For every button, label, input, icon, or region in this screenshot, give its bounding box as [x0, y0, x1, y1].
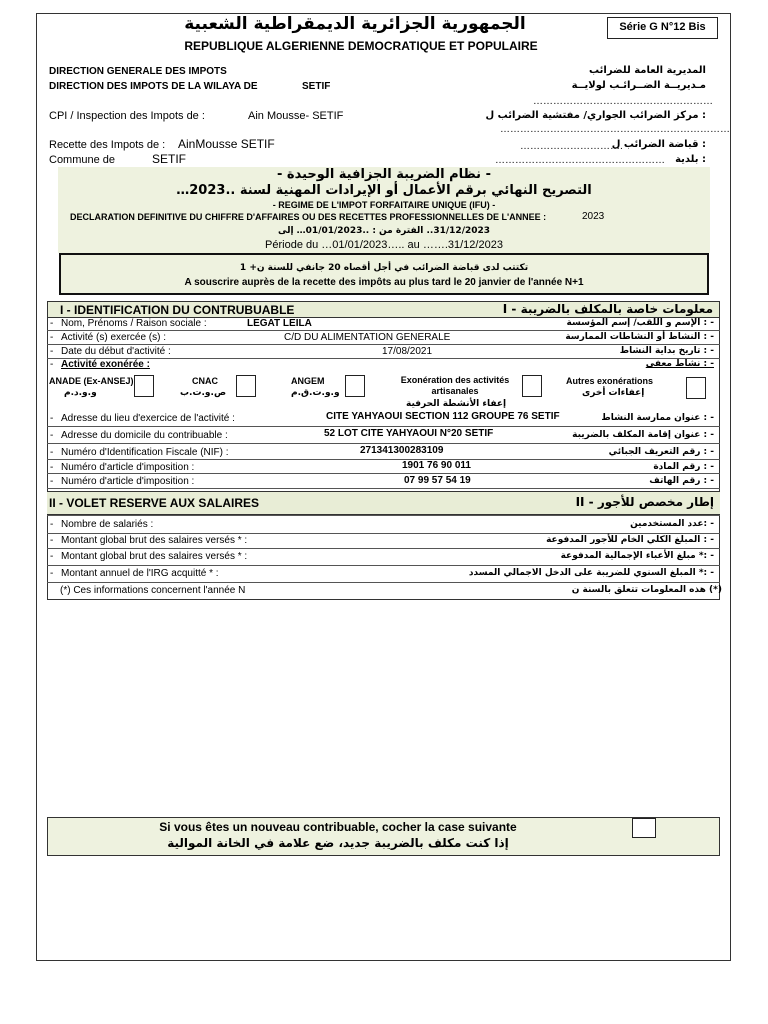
deadline-fr: A souscrire auprès de la recette des impôts au plus tard le 20 janvier de l'année N+1	[184, 277, 584, 288]
anade-label: ANADE (Ex-ANSEJ)	[49, 376, 134, 386]
irg-label-ar: - :* المبلغ السنوي للضريبة على الدخل الاجمالي المسدد	[468, 568, 714, 578]
table-row	[47, 460, 720, 474]
start-date-value: 17/08/2021	[382, 346, 433, 357]
workplace-address-label-ar: - : عنوان ممارسة النشاط	[601, 413, 714, 423]
recette-value: AinMousse SETIF	[178, 137, 275, 151]
table-row	[47, 427, 720, 444]
regime-title-ar: - نظام الضريبة الجزافية الوحيدة -	[277, 167, 491, 182]
other-exo-label: Autres exonérations	[566, 376, 654, 386]
nif-label-ar: - : رقم التعريف الجبائي	[608, 447, 714, 457]
row-dash: -	[50, 359, 54, 370]
new-taxpayer-box	[47, 817, 720, 856]
table-row	[47, 566, 720, 583]
employees-label-ar: - :عدد المستخدمين	[630, 519, 714, 529]
employees-label: Nombre de salariés :	[61, 519, 154, 530]
commune-value: SETIF	[152, 152, 187, 166]
cnac-label: CNAC	[192, 376, 218, 386]
section2-title-ar: II - إطار مخصص للأجور	[575, 495, 714, 509]
home-address-label: Adresse du domicile du contribuable :	[61, 430, 228, 441]
republic-title-ar: الجمهورية الجزائرية الديمقراطية الشعبية	[184, 14, 526, 34]
dots-line: ………………………………………………	[533, 96, 713, 107]
note-ar: (*) هذه المعلومات تتعلق بالسنة ن	[571, 585, 722, 595]
cpi-label: CPI / Inspection des Impots de :	[49, 110, 205, 122]
note-fr: (*) Ces informations concernent l'année N	[60, 585, 246, 596]
artisanal-label: Exonération des activités artisanales	[400, 375, 510, 396]
workplace-address-value: CITE YAHYAOUI SECTION 112 GROUPE 76 SETIF	[326, 411, 560, 422]
dw-label: DIRECTION DES IMPOTS DE LA WILAYA DE	[49, 81, 258, 92]
row-dash: -	[50, 519, 54, 530]
row-dash: -	[50, 346, 54, 357]
angem-label: ANGEM	[291, 376, 325, 386]
row-dash: -	[50, 551, 54, 562]
start-date-label: Date du début d'activité :	[61, 346, 171, 357]
republic-title-fr: REPUBLIQUE ALGERIENNE DEMOCRATIQUE ET POPULAIRE	[184, 39, 538, 53]
period-ar: 31/12/2023.. الفترة من : ..01/01/2023… إلى	[277, 226, 491, 236]
exempt-label-ar: - : نشاط معفى	[645, 359, 714, 369]
dots-line: ……………………………………………………………	[500, 124, 730, 135]
declaration-title-fr: DECLARATION DEFINITIVE DU CHIFFRE D'AFFAIRES OU DES RECETTES PROFESSIONNELLES DE L'ANNEE :	[70, 212, 547, 222]
row-dash: -	[50, 568, 54, 579]
row-dash: -	[50, 413, 54, 424]
start-date-label-ar: - : تاريخ بداية النشاط	[619, 346, 714, 356]
row-dash: -	[50, 476, 54, 487]
anade-label-ar: و.و.د.م	[64, 388, 97, 398]
nif-value: 271341300283109	[360, 445, 444, 456]
activity-label-ar: - : النشاط أو النشاطات الممارسة	[565, 332, 714, 342]
other-exo-label-ar: إعفاءات أخرى	[582, 388, 645, 398]
name-value: LEGAT LEILA	[247, 318, 312, 329]
table-row	[47, 549, 720, 566]
dg-label-ar: المديرية العامة للضرائب	[589, 65, 706, 76]
recette-dots: ………………………….	[520, 141, 623, 152]
activity-label: Activité (s) exercée (s) :	[61, 332, 167, 343]
section2-title-fr: II - VOLET RESERVE AUX SALAIRES	[49, 496, 260, 510]
cpi-label-ar: : مركز الضرائب الجواري/ مفتشية الضرائب ل	[485, 110, 706, 121]
phone-label: Numéro d'article d'imposition :	[61, 476, 195, 487]
table-row	[47, 515, 720, 534]
row-dash: -	[50, 462, 54, 473]
table-row	[47, 534, 720, 549]
cnac-checkbox[interactable]	[236, 375, 256, 397]
row-dash: -	[50, 447, 54, 458]
activity-value: C/D DU ALIMENTATION GENERALE	[284, 332, 451, 343]
angem-label-ar: و.و.ت.ق.م	[291, 388, 340, 398]
row-dash: -	[50, 318, 54, 329]
table-row	[47, 331, 720, 345]
workplace-address-label: Adresse du lieu d'exercice de l'activité :	[61, 413, 235, 424]
exempt-header-row	[47, 359, 720, 372]
period-fr: Période du …01/01/2023….. au …….31/12/2023	[265, 239, 503, 251]
table-row	[47, 345, 720, 359]
gross-wages-label-2: Montant global brut des salaires versés * :	[61, 551, 248, 562]
section1-header	[47, 301, 720, 318]
artisanal-checkbox[interactable]	[522, 375, 542, 397]
wilaya-value: SETIF	[302, 81, 331, 92]
deadline-notice	[59, 253, 709, 295]
anade-checkbox[interactable]	[134, 375, 154, 397]
name-label-ar: - : الإسم و اللقب/ إسم المؤسسة	[566, 318, 714, 328]
irg-label: Montant annuel de l'IRG acquitté * :	[61, 568, 219, 579]
gross-wages-label: Montant global brut des salaires versés * :	[61, 535, 248, 546]
declaration-title-ar: التصريح النهائي برقم الأعمال أو الإيرادات المهنية لسنة ..2023…	[176, 183, 592, 198]
commune-label-ar: : بلدية	[675, 154, 706, 165]
table-row	[47, 444, 720, 460]
home-address-value: 52 LOT CITE YAHYAOUI N°20 SETIF	[324, 428, 494, 439]
angem-checkbox[interactable]	[345, 375, 365, 397]
new-taxpayer-fr: Si vous êtes un nouveau contribuable, cocher la case suivante	[159, 820, 517, 834]
new-taxpayer-checkbox[interactable]	[632, 818, 656, 838]
home-address-label-ar: - : عنوان إقامة المكلف بالضريبة	[572, 430, 714, 440]
article-value: 1901 76 90 011	[402, 460, 471, 471]
phone-value: 07 99 57 54 19	[404, 475, 471, 486]
gross-wages-label-ar: - : المبلغ الكلي الخام للأجور المدفوعة	[546, 535, 714, 545]
row-dash: -	[50, 430, 54, 441]
section1-title-ar: I - معلومات خاصة بالمكلف بالضريبة	[502, 302, 713, 316]
deadline-ar: تكتتب لدى قباضة الضرائب في أجل أقصاه 20 جانفي للسنة ن+ 1	[239, 263, 529, 273]
charges-label-ar: - :* مبلغ الأعباء الإجمالية المدفوعة	[560, 551, 714, 561]
commune-label: Commune de	[49, 154, 116, 166]
artisanal-label-ar: إعفاء الأنشطة الحرفية	[406, 399, 507, 409]
row-dash: -	[50, 332, 54, 343]
recette-label: Recette des Impots de :	[49, 139, 166, 151]
regime-block	[58, 167, 710, 253]
table-row	[47, 410, 720, 427]
section2-header	[47, 491, 720, 515]
cnac-label-ar: ص.و.ت.ب	[180, 388, 227, 398]
dg-label: DIRECTION GENERALE DES IMPOTS	[49, 66, 227, 77]
row-dash: -	[50, 535, 54, 546]
declaration-year: 2023	[582, 211, 605, 222]
article-label: Numéro d'article d'imposition :	[61, 462, 195, 473]
regime-title-fr: - REGIME DE L'IMPOT FORFAITAIRE UNIQUE (IFU) -	[272, 200, 496, 210]
commune-dots: ……………………………………………	[495, 155, 665, 166]
cpi-value: Ain Mousse- SETIF	[248, 110, 344, 122]
name-label: Nom, Prénoms / Raison sociale :	[61, 318, 207, 329]
new-taxpayer-ar: إذا كنت مكلف بالضريبة جديد، ضع علامة في الخانة الموالية	[167, 836, 509, 850]
article-label-ar: - : رقم المادة	[653, 462, 714, 472]
other-exo-checkbox[interactable]	[686, 377, 706, 399]
recette-label-ar: : قباضة الضرائب ل	[611, 139, 706, 150]
table-row	[47, 474, 720, 489]
dw-label-ar: مـديريــة الضــرائـب لولايــة	[571, 80, 706, 91]
exempt-label: Activité exonérée :	[61, 359, 150, 370]
serie-label: Série G N°12 Bis	[607, 17, 718, 39]
section1-title-fr: I - IDENTIFICATION DU CONTRUBUABLE	[60, 303, 295, 317]
table-row	[47, 318, 720, 331]
phone-label-ar: - : رقم الهاتف	[649, 476, 714, 486]
nif-label: Numéro d'Identification Fiscale (NIF) :	[61, 447, 229, 458]
